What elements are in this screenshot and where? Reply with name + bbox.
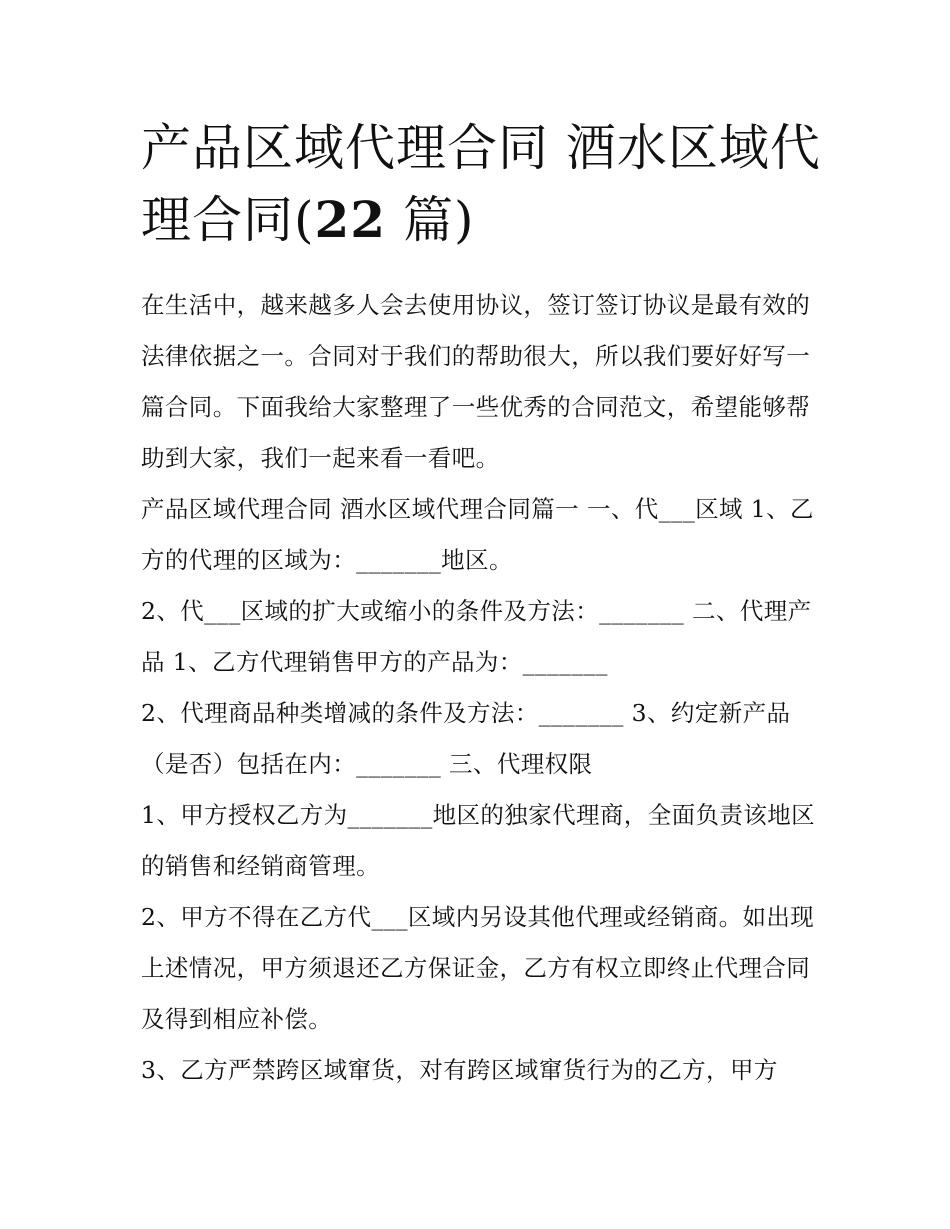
document-title: [141, 112, 821, 256]
title-suffix: 篇): [386, 191, 475, 249]
clause-paragraph: 3、乙方严禁跨区域窜货，对有跨区域窜货行为的乙方，甲方: [141, 1056, 778, 1084]
clause-paragraph: 2、代___区域的扩大或缩小的条件及方法：_______ 二、代理产品 1、乙方代理销售甲方的产品为：_______: [141, 597, 812, 676]
document-page: [141, 112, 821, 1096]
title-count: 22: [314, 190, 387, 249]
clause-paragraph: 2、代理商品种类增减的条件及方法：_______ 3、约定新产品（是否）包括在内：_______ 三、代理权限: [141, 699, 791, 778]
document-body: [141, 280, 821, 1096]
clause-paragraph: 2、甲方不得在乙方代___区域内另设其他代理或经销商。如出现上述情况，甲方须退还乙方保证金，乙方有权立即终止代理合同及得到相应补偿。: [141, 903, 815, 1033]
intro-paragraph: 在生活中，越来越多人会去使用协议，签订签订协议是最有效的法律依据之一。合同对于我们的帮助很大，所以我们要好好写一篇合同。下面我给大家整理了一些优秀的合同范文，希望能够帮助到大家，我们一起来看一看吧。: [141, 291, 811, 472]
clause-paragraph: 产品区域代理合同 酒水区域代理合同篇一 一、代___区域 1、乙方的代理的区域为：_______地区。: [141, 495, 814, 574]
clause-paragraph: 1、甲方授权乙方为_______地区的独家代理商，全面负责该地区的销售和经销商管理。: [141, 801, 816, 880]
title-text: 产品区域代理合同 酒水区域代理合同(: [141, 119, 821, 249]
